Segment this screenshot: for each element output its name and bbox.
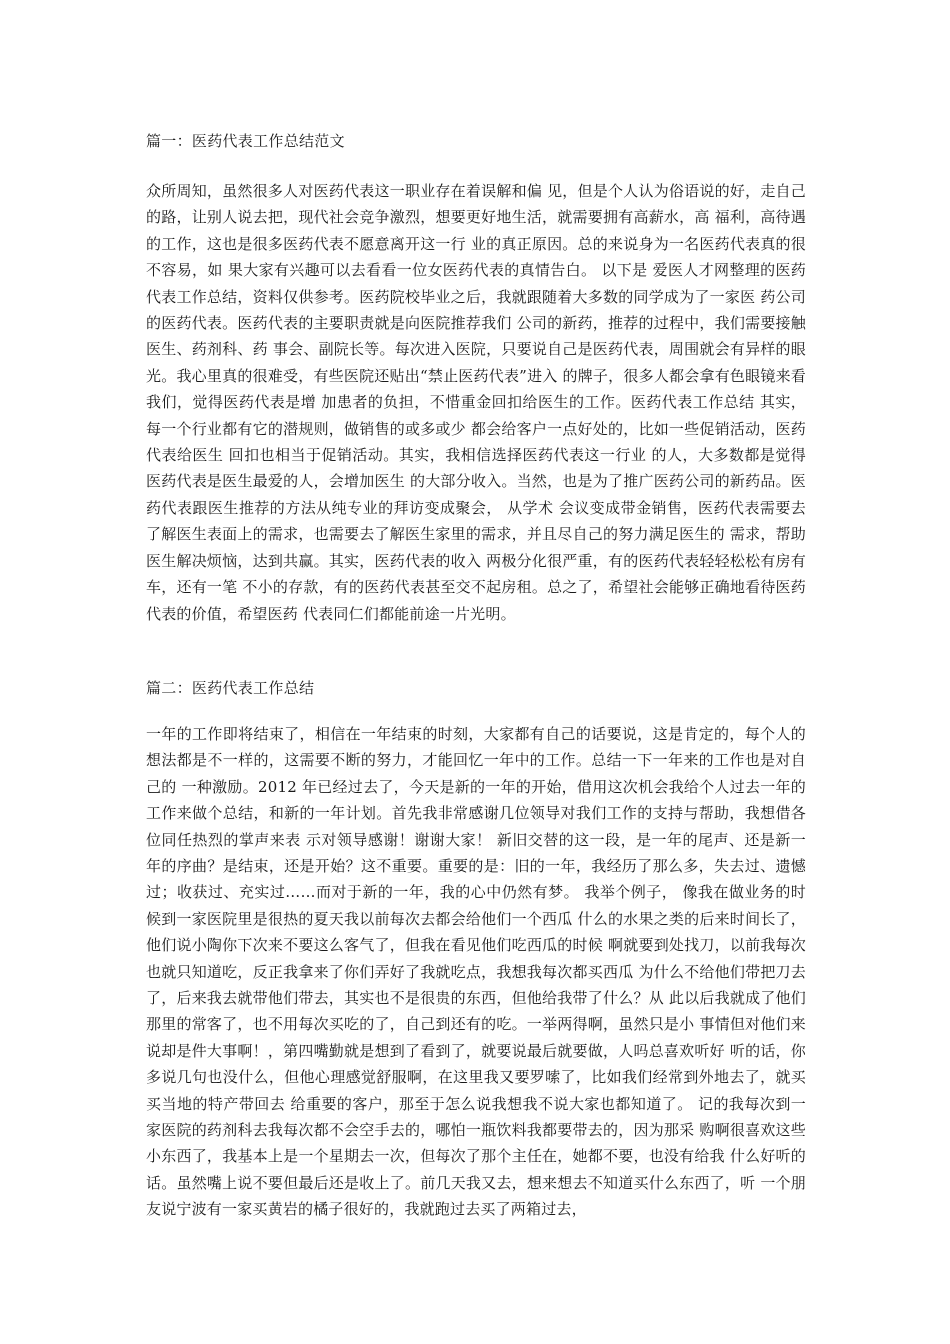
section-title-1: 篇一：医药代表工作总结范文 xyxy=(146,132,345,150)
document-page xyxy=(146,118,806,1223)
section-body-1: 众所周知，虽然很多人对医药代表这一职业存在着误解和偏 见，但是个人认为俗语说的好，走自己的路，让别人说去把，现代社会竞争激烈，想要更好地生活，就需要拥有高薪水，高 福利，高待遇的工作，这也是很多医药代表不愿意离开这一行 业的真正原因。总的来说身为一名医药代表真的很不容易，如 果大家有兴趣可以去看看一位女医药代表的真情告白。 以下是 爱医人才网整理的医药代表工作总结，资料仅供参考。医药院校毕业之后，我就跟随着大多数的同学成为了一家医 药公司的医药代表。医药代表的主要职责就是向医院推荐我们 公司的新药，推荐的过程中，我们需要接触医生、药剂科、药 事会、副院长等。每次进入医院，只要说自己是医药代表，周围就会有异样的眼 光。我心里真的很难受，有些医院还贴出“禁止医药代表”进入 的牌子，很多人都会拿有色眼镜来看我们，觉得医药代表是增 加患者的负担，不惜重金回扣给医生的工作。医药代表工作总结 其实，每一个行业都有它的潜规则，做销售的或多或少 都会给客户一点好处的，比如一些促销活动，医药代表给医生 回扣也相当于促销活动。其实，我相信选择医药代表这一行业 的人，大多数都是觉得医药代表是医生最爱的人，会增加医生 的大部分收入。当然，也是为了推广医药公司的新药品。医药代表跟医生推荐的方法从纯专业的拜访变成聚会， 从学术 会议变成带金销售，医药代表需要去了解医生表面上的需求，也需要去了解医生家里的需求，并且尽自己的努力满足医生的 需求，帮助医生解决烦恼，达到共赢。其实，医药代表的收入 两极分化很严重，有的医药代表轻轻松松有房有车，还有一笔 不小的存款，有的医药代表甚至交不起房租。总之了，希望社会能够正确地看待医药代表的价值，希望医药 代表同仁们都能前途一片光明。 xyxy=(146,182,806,623)
section-body-2: 一年的工作即将结束了，相信在一年结束的时刻，大家都有自己的话要说，这是肯定的，每个人的 想法都是不一样的，这需要不断的努力，才能回忆一年中的工作。总结一下一年来的工作也是对自己的 一种激励。2012 年已经过去了，今天是新的一年的开始，借用这次机会我给个人过去一年的工作来做个总结，和新的一年计划。首先我非常感谢几位领导对我们工作的支持与帮助，我想借各位同任热烈的掌声来表 示对领导感谢！谢谢大家！ 新旧交替的这一段，是一年的尾声、还是新一年的序曲？是结束，还是开始？这不重要。重要的是：旧的一年，我经历了那么多，失去过、遗憾过；收获过、充实过……而对于新的一年，我的心中仍然有梦。 我举个例子， 像我在做业务的时候到一家医院里是很热的夏天我以前每次去都会给他们一个西瓜 什么的水果之类的后来时间长了，他们说小陶你下次来不要这么客气了，但我在看见他们吃西瓜的时候 啊就要到处找刀，以前我每次也就只知道吃，反正我拿来了你们弄好了我就吃点，我想我每次都买西瓜 为什么不给他们带把刀去了，后来我去就带他们带去，其实也不是很贵的东西，但他给我带了什么？从 此以后我就成了他们那里的常客了，也不用每次买吃的了，自己到还有的吃。一举两得啊，虽然只是小 事情但对他们来说却是件大事啊！，第四嘴勤就是想到了看到了，就要说最后就要做，人吗总喜欢听好 听的话，你多说几句也没什么，但他心理感觉舒服啊，在这里我又要罗嗦了，比如我们经常到外地去了，就买买当地的特产带回去 给重要的客户，那至于怎么说我想我不说大家也都知道了。 记的我每次到一家医院的药剂科去我每次都不会空手去的，哪怕一瓶饮料我都要带去的，因为那采 购啊很喜欢这些小东西了，我基本上是一个星期去一次，但每次了那个主任在，她都不要，也没有给我 什么好听的话。虽然嘴上说不要但最后还是收上了。前几天我又去，想来想去不知道买什么东西了，听 一个朋友说宁波有一家买黄岩的橘子很好的，我就跑过去买了两箱过去， xyxy=(146,724,806,1219)
section-title-2: 篇二：医药代表工作总结 xyxy=(146,678,315,697)
